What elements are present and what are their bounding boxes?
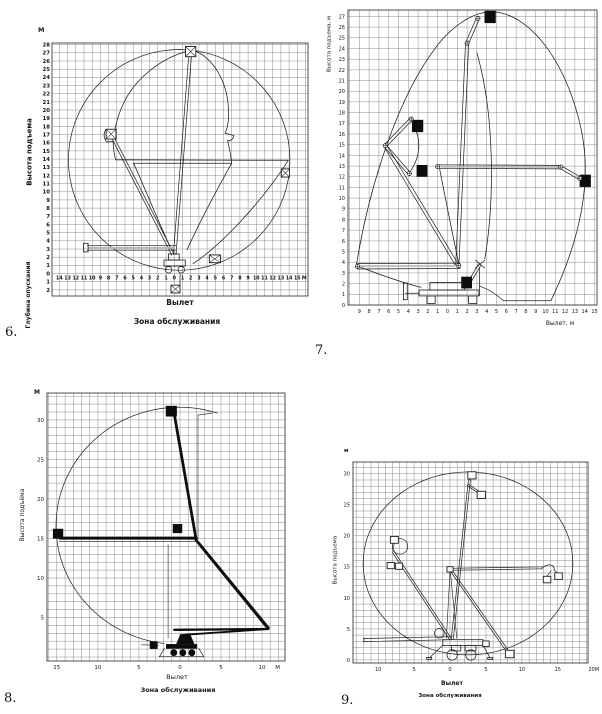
y-tick: 30 [37, 417, 44, 424]
y-tick: 15 [42, 148, 50, 155]
x-tick: 2 [426, 309, 430, 315]
platform-marker [468, 472, 476, 479]
y-tick: 15 [37, 536, 44, 543]
x-tick: 9 [246, 276, 250, 282]
y-tick: 0 [346, 657, 350, 664]
x-tick: 9 [534, 309, 538, 315]
x-tick: 2 [465, 309, 469, 315]
fig7-x-axis-label: Вылет, м [545, 320, 575, 327]
x-tick: 1 [436, 309, 440, 315]
platform-marker [417, 165, 428, 177]
y-tick: 2 [46, 255, 50, 262]
fig6-y-unit: М [38, 26, 45, 34]
y-tick: 15 [338, 142, 345, 149]
x-tick: 14 [285, 276, 293, 282]
x-tick: 3 [197, 276, 201, 282]
y-tick: 30 [343, 471, 350, 478]
y-tick: 16 [42, 140, 50, 147]
x-tick: 13 [64, 276, 71, 282]
x-tick: 6 [504, 309, 508, 315]
y-tick: 26 [338, 25, 345, 31]
platform-marker [477, 491, 485, 498]
x-tick: 10 [252, 276, 260, 282]
fig6-number: 6. [5, 325, 18, 340]
y-tick: 20 [37, 496, 44, 503]
x-tick: 5 [213, 276, 217, 282]
y-tick: 8 [341, 217, 345, 224]
platform-marker [447, 567, 453, 572]
y-tick: 10 [338, 196, 345, 202]
y-tick: 5 [341, 249, 345, 256]
fig6-caption: Зона обслуживания [133, 317, 221, 326]
y-tick: 24 [338, 46, 345, 53]
x-tick: 0 [448, 667, 452, 673]
x-tick: 7 [514, 309, 518, 315]
fig6-x-axis-label: Вылет [166, 298, 194, 307]
y-tick: 0 [341, 302, 345, 309]
y-tick: 25 [42, 67, 50, 74]
x-tick: 5 [494, 309, 499, 315]
x-tick: 8 [238, 276, 242, 282]
x-tick: 10 [94, 665, 102, 671]
x-tick: 0 [172, 276, 176, 282]
x-tick: 4 [139, 276, 144, 282]
fig8-caption: Зона обслуживания [140, 686, 216, 694]
y-tick: 26 [42, 58, 50, 65]
fig9-caption: Зона обслуживания [418, 693, 482, 699]
x-tick: 3 [416, 309, 420, 315]
x-tick: 4 [205, 276, 209, 282]
y-tick: 10 [343, 595, 350, 602]
x-tick: 15 [591, 309, 598, 315]
fig8-y-axis-label: Высота подъёма [19, 488, 26, 542]
y-tick: 25 [343, 502, 350, 509]
x-tick: 8 [106, 276, 111, 282]
y-tick: 17 [42, 132, 50, 139]
y-tick: 1 [46, 279, 50, 286]
x-tick: 8 [367, 309, 371, 315]
x-tick: 5 [412, 667, 416, 673]
y-tick: 13 [338, 164, 345, 170]
x-tick: 10 [88, 276, 96, 282]
y-tick: 1 [341, 292, 345, 299]
x-tick: 4 [406, 309, 410, 315]
x-tick: 1 [180, 276, 185, 282]
x-tick: 8 [524, 309, 528, 315]
y-tick: 12 [338, 174, 345, 181]
platform-marker [505, 650, 514, 657]
x-tick: 5 [484, 667, 488, 673]
y-tick: 7 [341, 228, 345, 235]
fig8-number: 8. [4, 691, 17, 706]
y-tick: 22 [338, 67, 345, 74]
fig6-y-axis-label-secondary: Глубина опускания [25, 261, 32, 329]
x-tick: 7 [230, 276, 234, 282]
y-tick: 0 [46, 271, 50, 278]
y-tick: 2 [341, 281, 345, 288]
platform-marker [173, 524, 182, 533]
x-tick: 0 [445, 309, 450, 315]
platform-marker [485, 11, 496, 23]
x-tick: 12 [269, 276, 277, 282]
fig9-y-unit: м [344, 448, 349, 454]
x-tick: 5 [131, 276, 135, 282]
y-tick: 14 [338, 153, 345, 160]
y-tick: 25 [338, 35, 345, 42]
y-tick: 22 [42, 91, 50, 98]
y-tick: 23 [42, 83, 50, 90]
y-tick: 20 [42, 107, 50, 114]
x-tick: 10 [375, 667, 382, 673]
x-tick: 15 [53, 665, 61, 671]
platform-marker [483, 641, 489, 647]
fig9-x-axis-label: Вылет [441, 680, 463, 687]
y-tick: 21 [338, 78, 345, 85]
fig8-y-unit: М [34, 389, 40, 396]
y-tick: 10 [42, 189, 50, 196]
y-tick: 13 [42, 165, 50, 172]
y-tick: 10 [37, 575, 44, 582]
y-tick: 23 [338, 57, 345, 64]
x-tick: 9 [357, 309, 361, 315]
x-tick: 9 [98, 276, 103, 282]
y-tick: 20 [343, 533, 350, 540]
y-tick: 5 [46, 230, 50, 237]
y-tick: 19 [42, 116, 50, 123]
y-tick: 4 [46, 238, 50, 245]
platform-marker [166, 406, 177, 417]
fig7-y-axis-label: Высота подъема, м [326, 15, 333, 73]
platform-marker [555, 573, 563, 580]
x-tick: 13 [277, 276, 285, 282]
x-tick: 5 [219, 665, 223, 671]
platform-marker [461, 277, 472, 289]
x-tick: 6 [387, 309, 391, 315]
y-tick: 3 [341, 270, 345, 277]
y-tick: 18 [338, 110, 345, 117]
fig8-x-axis-label: Вылет [166, 673, 188, 681]
y-tick: 1 [46, 263, 50, 270]
x-tick: 13 [571, 309, 579, 315]
y-tick: 11 [338, 185, 345, 192]
x-tick: М [301, 276, 307, 282]
x-tick: 11 [80, 276, 88, 282]
x-tick: 3 [475, 309, 479, 315]
fig9-number: 9. [341, 693, 354, 708]
y-tick: 3 [46, 246, 50, 253]
y-tick: 27 [338, 14, 345, 21]
y-tick: 21 [42, 99, 50, 106]
x-tick: 1 [164, 276, 168, 282]
fig7-number: 7. [315, 343, 328, 358]
y-tick: 18 [42, 124, 50, 131]
x-tick: 5 [137, 665, 141, 671]
platform-marker [53, 529, 63, 539]
x-tick: 3 [147, 276, 152, 282]
y-tick: 28 [42, 42, 50, 49]
y-tick: 12 [42, 173, 50, 180]
x-tick: 6 [221, 276, 226, 282]
y-tick: 6 [46, 222, 50, 229]
platform-marker [412, 120, 423, 132]
y-tick: 8 [46, 206, 50, 212]
x-tick: 4 [485, 309, 489, 315]
y-tick: 14 [42, 157, 50, 163]
y-tick: 5 [40, 615, 44, 622]
x-tick: 11 [552, 309, 559, 315]
x-tick: 12 [561, 309, 569, 315]
y-tick: 11 [42, 181, 50, 188]
y-tick: 19 [338, 99, 345, 106]
y-tick: 17 [338, 121, 345, 128]
x-tick: 1 [455, 309, 459, 315]
fig6-y-axis-label: Высота подъема [25, 118, 34, 186]
x-tick: 2 [189, 276, 193, 282]
platform-marker [150, 641, 158, 649]
x-tick: 10 [542, 309, 549, 315]
x-tick: 15 [293, 276, 301, 282]
y-tick: 4 [341, 260, 345, 267]
y-tick: 5 [346, 626, 350, 633]
x-tick: 7 [115, 276, 119, 282]
y-tick: 9 [46, 197, 50, 204]
figure-7-plot [339, 10, 598, 315]
platform-marker [387, 563, 394, 569]
x-tick: М [275, 665, 280, 671]
x-tick: 2 [156, 276, 160, 282]
y-tick: 25 [37, 457, 44, 464]
x-tick: 12 [72, 276, 80, 282]
y-tick: 24 [42, 75, 50, 82]
x-tick: 14 [581, 309, 588, 315]
y-tick: 2 [46, 287, 50, 294]
y-tick: 15 [343, 564, 350, 571]
x-tick: 0 [178, 665, 182, 671]
platform-marker [543, 576, 551, 583]
x-tick: 20М [588, 667, 600, 673]
x-tick: 10 [258, 665, 266, 671]
fig9-y-axis-label: Высота подъема [332, 535, 339, 585]
figure-8-plot [37, 393, 285, 671]
y-tick: 7 [46, 214, 50, 221]
x-tick: 6 [123, 276, 127, 282]
x-tick: 5 [396, 309, 401, 315]
x-tick: 7 [377, 309, 381, 315]
y-tick: 27 [42, 50, 50, 57]
y-tick: 20 [338, 89, 345, 96]
figure-9-plot [344, 462, 599, 673]
y-tick: 6 [341, 238, 345, 245]
x-tick: 10 [518, 667, 526, 673]
figure-6-plot [42, 43, 308, 297]
platform-marker [390, 536, 398, 543]
x-tick: 11 [261, 276, 268, 282]
y-tick: 16 [338, 131, 345, 138]
x-tick: 14 [56, 276, 63, 282]
y-tick: 9 [341, 206, 345, 213]
x-tick: 15 [554, 667, 561, 673]
platform-marker [395, 563, 402, 569]
